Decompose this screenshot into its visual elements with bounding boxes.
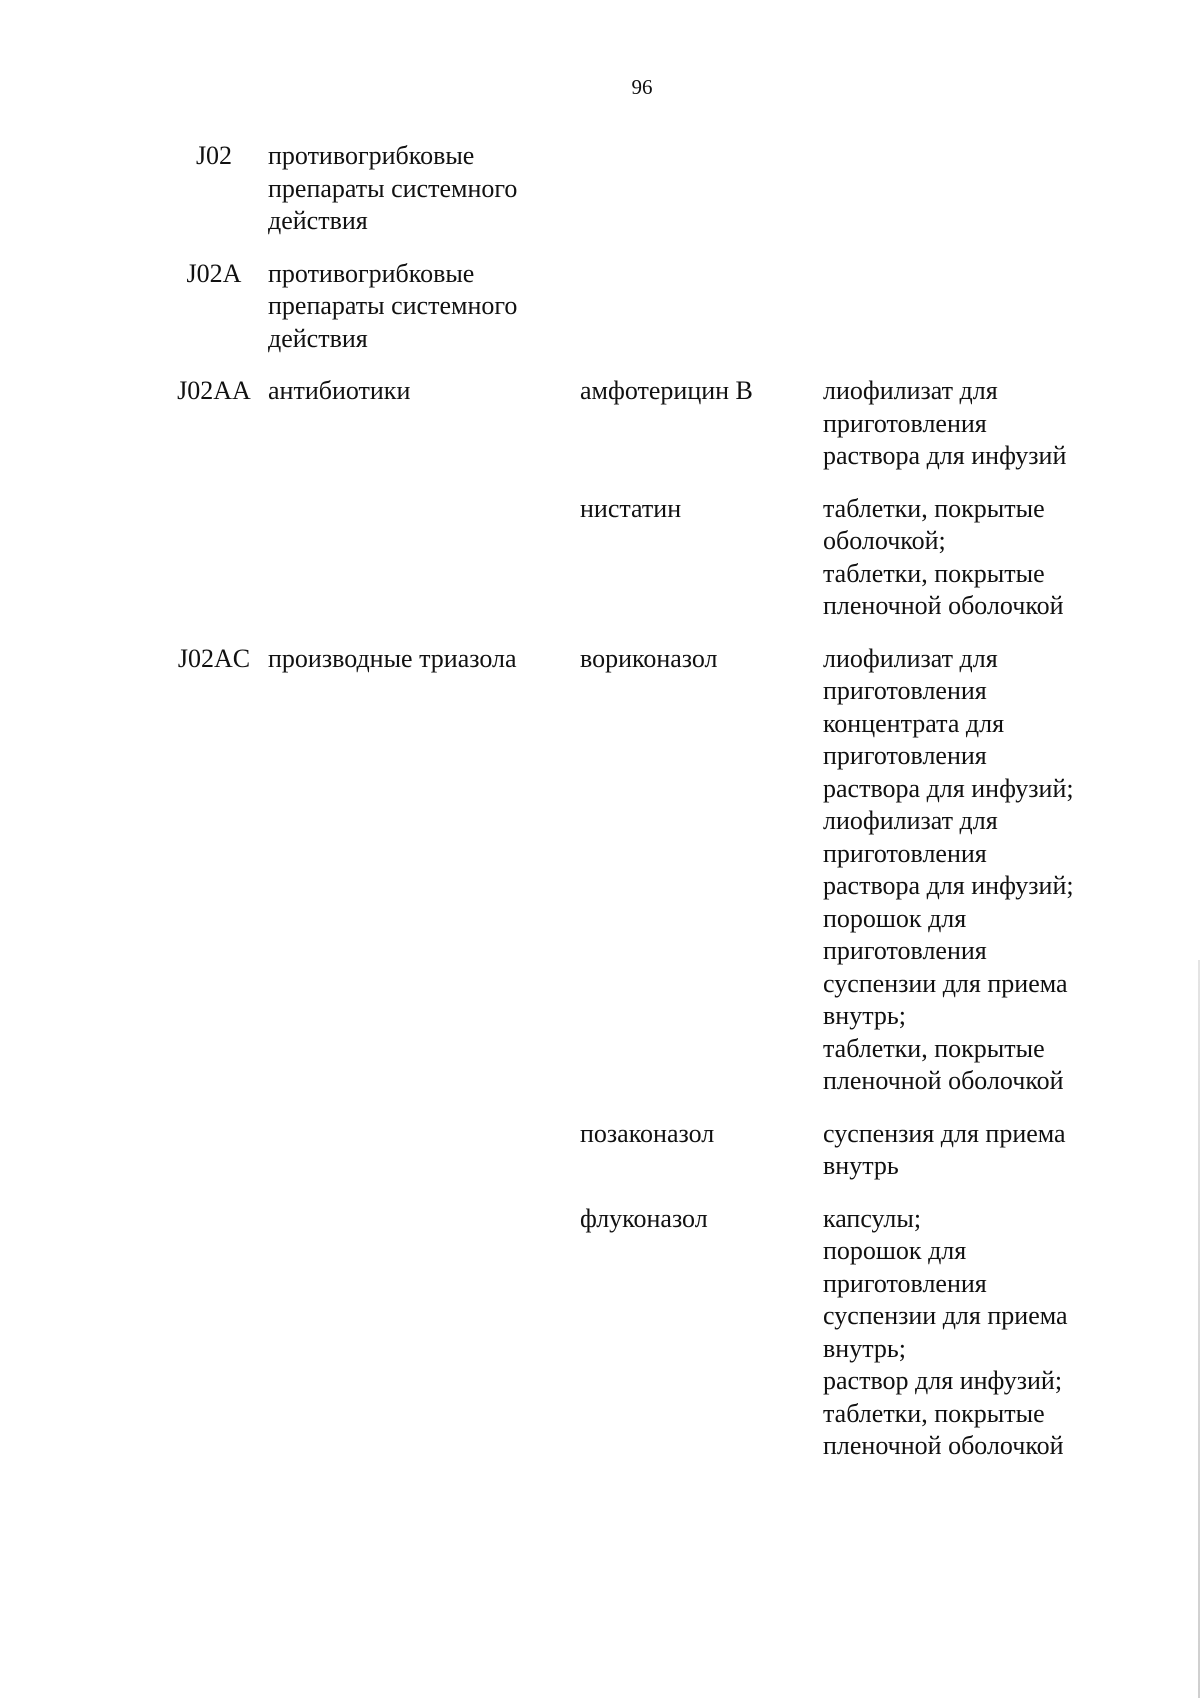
table-row [160,375,1140,473]
drug-name: вориконазол [580,643,718,673]
dosage-forms: лиофилизат для приготовления концентрата для приготовления раствора для инфузий; лиофилизат для приготовления раствора для инфузий; порошок для приготовления суспензии для приема внутрь; таблетки, покрытые пленочной оболочкой [823,643,1074,1095]
dosage-forms: капсулы; порошок для приготовления суспензии для приема внутрь; раствор для инфузий; таблетки, покрытые пленочной оболочкой [823,1203,1068,1460]
atc-code: J02AC [177,643,251,673]
table-row [160,1203,1140,1463]
anatomical-therapeutic-group: противогрибковые препараты системного действия [268,141,518,235]
atc-code: J02A [186,258,242,288]
table-row [160,1118,1140,1183]
page-number: 96 [631,75,653,99]
drug-name: амфотерицин В [580,376,753,405]
drug-name: нистатин [580,493,682,523]
anatomical-therapeutic-group: антибиотики [268,376,411,405]
dosage-forms: таблетки, покрытые оболочкой; таблетки, покрытые пленочной оболочкой [823,493,1064,620]
drug-classification-table [160,140,1140,1483]
anatomical-therapeutic-group: производные триазола [268,643,517,673]
table-row [160,140,1140,238]
table-row [160,493,1140,623]
anatomical-therapeutic-group: противогрибковые препараты системного действия [268,258,518,353]
table-row [160,643,1140,1098]
dosage-forms: лиофилизат для приготовления раствора для инфузий [823,376,1067,470]
drug-name: позаконазол [580,1118,715,1148]
atc-code: J02 [195,141,233,170]
dosage-forms: суспензия для приема внутрь [823,1118,1066,1180]
table-row [160,258,1140,356]
drug-name: флуконазол [580,1203,708,1233]
atc-code: J02AA [177,376,251,405]
